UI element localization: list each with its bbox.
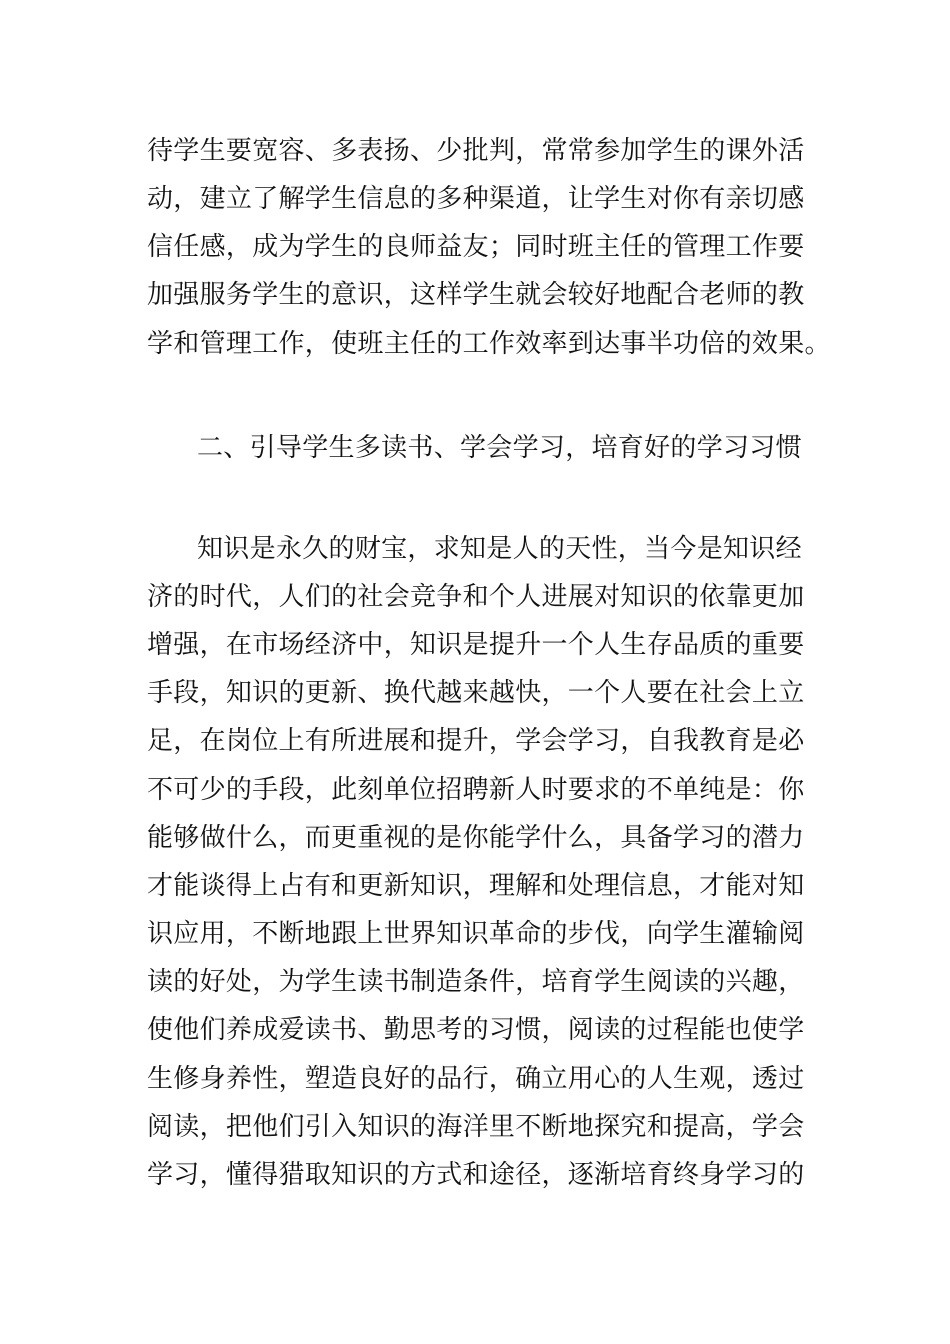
paragraph-2-line-12: 生修身养性，塑造良好的品行，确立用心的人生观，透过	[147, 1064, 805, 1094]
paragraph-1-line-3: 信任感，成为学生的良师益友；同时班主任的管理工作要	[147, 232, 805, 262]
paragraph-1-line-1: 待学生要宽容、多表扬、少批判，常常参加学生的课外活	[147, 136, 805, 166]
paragraph-2-line-8: 才能谈得上占有和更新知识，理解和处理信息，才能对知	[147, 871, 805, 901]
paragraph-2-line-3: 增强，在市场经济中，知识是提升一个人生存品质的重要	[147, 630, 805, 660]
paragraph-1-line-5: 学和管理工作，使班主任的工作效率到达事半功倍的效果。	[147, 329, 831, 359]
paragraph-2-line-6: 不可少的手段，此刻单位招聘新人时要求的不单纯是：你	[147, 775, 805, 805]
paragraph-2-line-13: 阅读，把他们引入知识的海洋里不断地探究和提高，学会	[147, 1112, 805, 1142]
paragraph-2-line-14: 学习，懂得猎取知识的方式和途径，逐渐培育终身学习的	[147, 1160, 805, 1190]
paragraph-2-line-9: 识应用，不断地跟上世界知识革命的步伐，向学生灌输阅	[147, 919, 805, 949]
paragraph-2-line-11: 使他们养成爱读书、勤思考的习惯，阅读的过程能也使学	[147, 1015, 805, 1045]
paragraph-2-line-1: 知识是永久的财宝，求知是人的天性，当今是知识经	[197, 534, 802, 564]
paragraph-2-line-2: 济的时代，人们的社会竞争和个人进展对知识的依靠更加	[147, 582, 805, 612]
paragraph-2-line-10: 读的好处，为学生读书制造条件，培育学生阅读的兴趣，	[147, 967, 805, 997]
paragraph-2-line-7: 能够做什么，而更重视的是你能学什么，具备学习的潜力	[147, 823, 805, 853]
paragraph-2-line-5: 足，在岗位上有所进展和提升，学会学习，自我教育是必	[147, 726, 805, 756]
paragraph-1-line-4: 加强服务学生的意识，这样学生就会较好地配合老师的教	[147, 280, 805, 310]
paragraph-2-line-4: 手段，知识的更新、换代越来越快，一个人要在社会上立	[147, 678, 805, 708]
section-heading: 二、引导学生多读书、学会学习，培育好的学习习惯	[197, 433, 802, 463]
paragraph-1-line-2: 动，建立了解学生信息的多种渠道，让学生对你有亲切感	[147, 184, 805, 214]
